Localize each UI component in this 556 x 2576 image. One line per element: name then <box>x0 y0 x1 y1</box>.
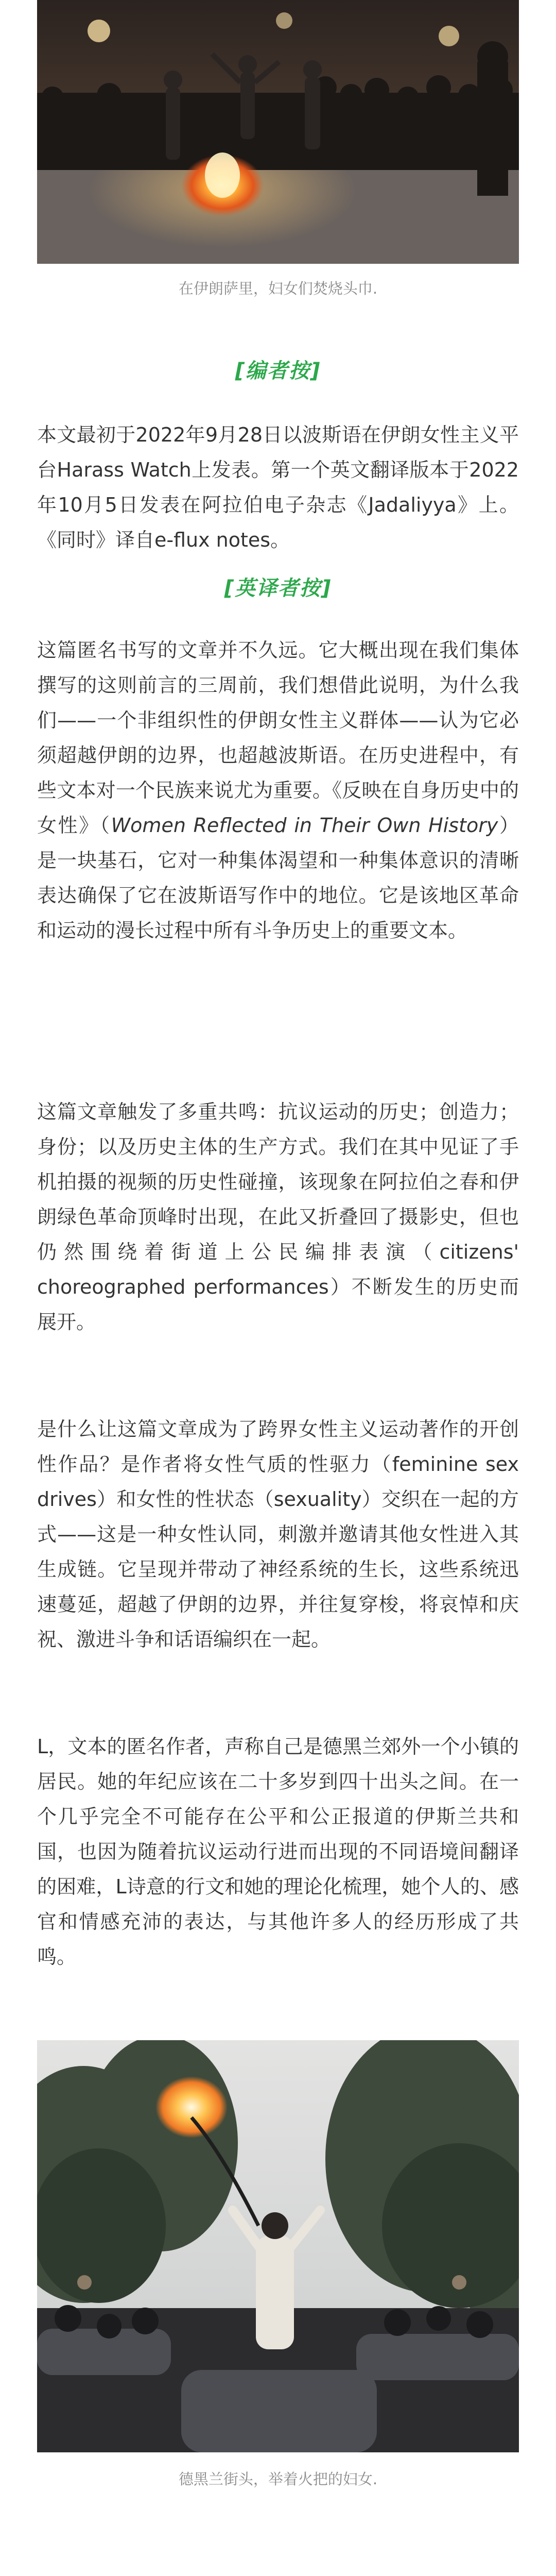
translator-note-heading: [英译者按] <box>224 577 332 600</box>
photo-woman-with-torch <box>37 2040 519 2452</box>
english-title-italic: Women Reflected in Their Own History <box>111 814 498 837</box>
translator-note-paragraph-4: L，文本的匿名作者，声称自己是德黑兰郊外一个小镇的居民。她的年纪应该在二十多岁到四十出头之间。在一个几乎完全不可能存在公平和公正报道的伊斯兰共和国，也因为随着抗议运动行进而出现的不同语境间翻译的困难，L诗意的行文和她的理论化梳理，她个人的、感官和情感充沛的表达，与其他许多人的经历形成了共鸣。 <box>37 1735 519 1968</box>
photo-caption-top: 在伊朗萨里，妇女们焚烧头巾. <box>178 280 378 297</box>
photo-woman-with-torch-image <box>37 2040 519 2452</box>
photo-burning-headscarves-image <box>37 0 519 264</box>
translator-note-paragraph-1 <box>37 633 519 948</box>
editor-note-heading: [编者按] <box>235 359 321 383</box>
translator-note-p1-text-b: ）是一块基石，它对一种集体渴望和一种集体意识的清晰表达确保了它在波斯语写作中的地位。它是该地区革命和运动的漫长过程中所有斗争历史上的重要文本。 <box>37 814 519 942</box>
translator-note-paragraph-3: 是什么让这篇文章成为了跨界女性主义运动著作的开创性作品？是作者将女性气质的性驱力（feminine sex drives）和女性的性状态（sexuality）交织在一起的方式——这是一种女性认同，刺激并邀请其他女性进入其生成链。它呈现并带动了神经系统的生长，这些系统迅速蔓延，超越了伊朗的边界，并往复穿梭，将哀悼和庆祝、激进斗争和话语编织在一起。 <box>37 1418 519 1651</box>
photo-burning-headscarves <box>37 0 519 264</box>
editor-note-text: 本文最初于2022年9月28日以波斯语在伊朗女性主义平台Harass Watch上发表。第一个英文翻译版本于2022年10月5日发表在阿拉伯电子杂志《Jadaliyya》上。《同时》译自e-flux notes。 <box>37 423 519 551</box>
translator-note-p1-text-a: 这篇匿名书写的文章并不久远。它大概出现在我们集体撰写的这则前言的三周前，我们想借此说明，为什么我们——一个非组织性的伊朗女性主义群体——认为它必须超越伊朗的边界，也超越波斯语。在历史进程中，有些文本对一个民族来说尤为重要。《反映在自身历史中的女性》（ <box>37 639 519 837</box>
photo-caption-middle: 德黑兰街头，举着火把的妇女. <box>178 2470 378 2488</box>
translator-note-paragraph-2: 这篇文章触发了多重共鸣：抗议运动的历史；创造力；身份；以及历史主体的生产方式。我们在其中见证了手机拍摄的视频的历史性碰撞，该现象在阿拉伯之春和伊朗绿色革命顶峰时出现，在此又折叠回了摄影史，但也仍然围绕着街道上公民编排表演（citizens' choreographed performances）不断发生的历史而展开。 <box>37 1100 519 1333</box>
